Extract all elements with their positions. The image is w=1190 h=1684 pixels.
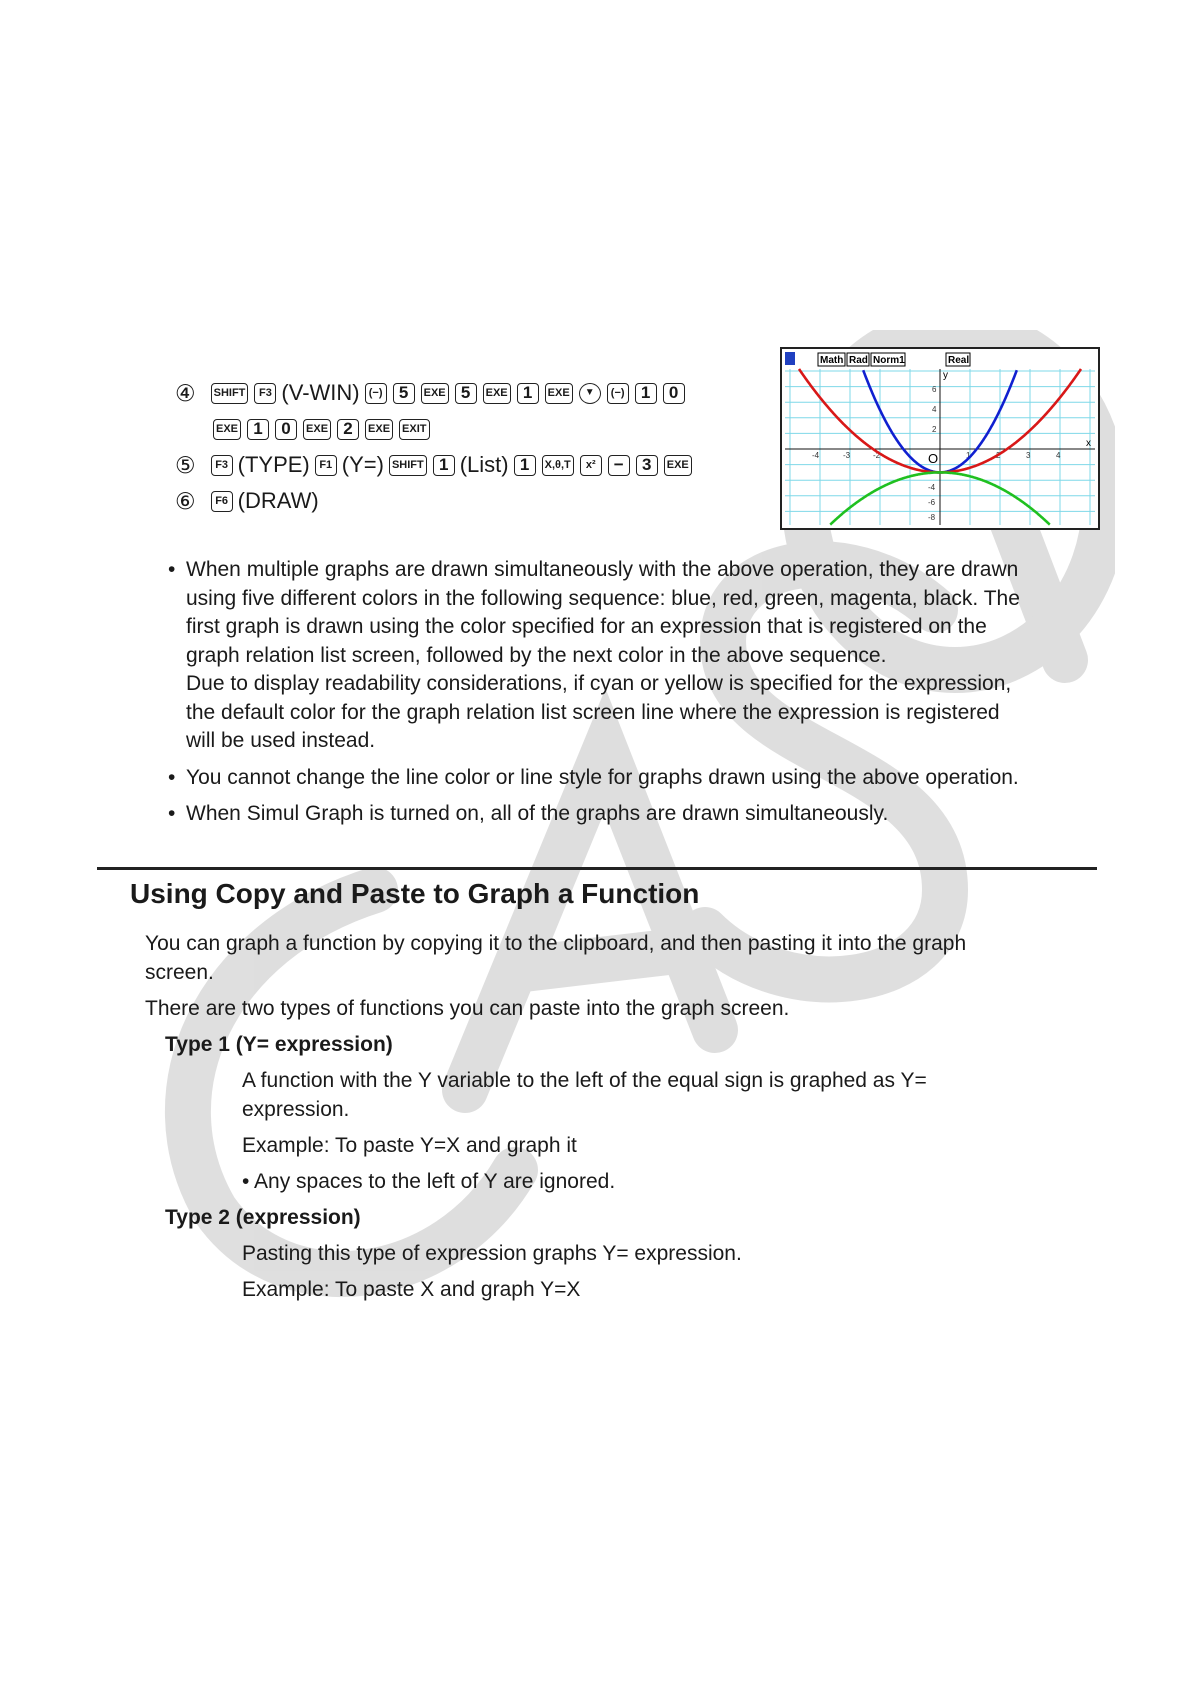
x-squared-key: x²: [580, 455, 602, 476]
x-tick-label: 3: [1026, 451, 1031, 460]
digit-key: 3: [636, 455, 658, 476]
note-line: graph relation list screen, followed by the next color in the above sequence.: [186, 643, 887, 667]
shift-key: SHIFT: [211, 383, 249, 404]
exe-key: EXE: [483, 383, 511, 404]
intro-line: screen.: [145, 961, 214, 984]
note-simul-graph: [168, 800, 1098, 829]
x-tick-label: 1: [966, 451, 971, 460]
type1-title: Type 1 (Y= expression): [165, 1033, 393, 1056]
f3-key: F3: [254, 383, 276, 404]
digit-key: 2: [337, 419, 359, 440]
digit-key: 1: [247, 419, 269, 440]
down-arrow-key: ▼: [579, 383, 601, 404]
status-rad: Rad: [849, 355, 868, 366]
step-4-line-1: [175, 378, 688, 408]
exe-key: EXE: [421, 383, 449, 404]
x-tick-label: 4: [1056, 451, 1061, 460]
y-tick-label: 2: [932, 425, 937, 434]
step-5: [175, 450, 695, 480]
step-number: ⑤: [175, 451, 196, 478]
digit-key: 5: [393, 383, 415, 404]
x-tick-label: -3: [843, 451, 851, 460]
key-label: (Y=): [341, 452, 384, 477]
f1-key: F1: [315, 455, 337, 476]
note-line: using five different colors in the following sequence: blue, red, green, magenta, black. The: [186, 586, 1020, 610]
y-axis-label: y: [943, 370, 948, 381]
section-heading: Using Copy and Paste to Graph a Function: [130, 878, 700, 909]
step-number: ⑥: [175, 487, 196, 514]
battery-icon: [785, 352, 795, 365]
key-label: (DRAW): [237, 488, 319, 513]
key-label: (TYPE): [237, 452, 310, 477]
note-line: will be used instead.: [186, 729, 376, 752]
step-4-line-2: [210, 414, 433, 444]
shift-key: SHIFT: [389, 455, 427, 476]
y-tick-label: 4: [932, 405, 937, 414]
status-math: Math: [820, 355, 844, 366]
note-colors: [168, 556, 1098, 756]
type2-title: Type 2 (expression): [165, 1206, 361, 1229]
note-line: the default color for the graph relation list screen line where the expression is registered: [186, 700, 1000, 724]
x-tick-label: -2: [873, 451, 881, 460]
step-6: [175, 486, 321, 516]
note-line: Due to display readability considerations, if cyan or yellow is specified for the expression,: [186, 672, 1012, 695]
note-line: first graph is drawn using the color specified for an expression that is registered on the: [186, 615, 987, 638]
section-body: [145, 929, 1075, 1311]
x-tick-label: 2: [996, 451, 1001, 460]
status-norm: Norm1: [873, 355, 905, 366]
y-tick-label: -4: [928, 483, 936, 492]
x-tick-label: -4: [812, 451, 820, 460]
desc-line: A function with the Y variable to the left of the equal sign is graphed as Y=: [242, 1069, 927, 1092]
exit-key: EXIT: [399, 419, 429, 440]
intro-line: You can graph a function by copying it to the clipboard, and then pasting it into the graph: [145, 932, 967, 955]
digit-key: 5: [455, 383, 477, 404]
digit-key: 1: [514, 455, 536, 476]
graph-screen-svg: [782, 349, 1098, 528]
key-label: (List): [459, 452, 509, 477]
negative-key: (−): [365, 383, 387, 404]
type1-example: Example: To paste Y=X and graph it: [242, 1134, 577, 1157]
section-divider: [97, 867, 1097, 870]
exe-key: EXE: [213, 419, 241, 440]
note-line-style: [168, 764, 1098, 793]
note-line: • When multiple graphs are drawn simultaneously with the above operation, they are drawn: [186, 558, 1019, 581]
status-real: Real: [948, 355, 970, 366]
digit-key: 1: [635, 383, 657, 404]
x-theta-t-key: X,θ,T: [542, 455, 574, 476]
digit-key: 0: [663, 383, 685, 404]
key-label: (V-WIN): [281, 380, 360, 405]
type2-example: Example: To paste X and graph Y=X: [242, 1278, 581, 1301]
exe-key: EXE: [664, 455, 692, 476]
negative-key: (−): [607, 383, 629, 404]
note-line: • When Simul Graph is turned on, all of the graphs are drawn simultaneously.: [186, 802, 889, 825]
digit-key: 1: [433, 455, 455, 476]
note-line: • You cannot change the line color or line style for graphs drawn using the above operation.: [186, 765, 1019, 789]
exe-key: EXE: [545, 383, 573, 404]
exe-key: EXE: [303, 419, 331, 440]
digit-key: 1: [517, 383, 539, 404]
f3-key: F3: [211, 455, 233, 476]
exe-key: EXE: [365, 419, 393, 440]
digit-key: 0: [275, 419, 297, 440]
f6-key: F6: [211, 491, 233, 512]
type1-note: • Any spaces to the left of Y are ignored.: [242, 1170, 616, 1193]
type2-description: Pasting this type of expression graphs Y= expression.: [242, 1242, 742, 1265]
calculator-graph-screen: [780, 347, 1100, 530]
minus-key: −: [608, 455, 630, 476]
origin-label: O: [928, 451, 939, 466]
y-tick-label: 6: [932, 385, 937, 394]
y-tick-label: -8: [928, 513, 936, 522]
x-axis-label: x: [1086, 438, 1091, 449]
y-tick-label: -6: [928, 498, 936, 507]
notes-list: [168, 556, 1098, 837]
step-number: ④: [175, 379, 196, 406]
type1-description: [242, 1066, 1075, 1124]
intro-paragraph: [145, 929, 1075, 987]
desc-line: expression.: [242, 1098, 350, 1121]
intro-types: There are two types of functions you can paste into the graph screen.: [145, 997, 790, 1020]
